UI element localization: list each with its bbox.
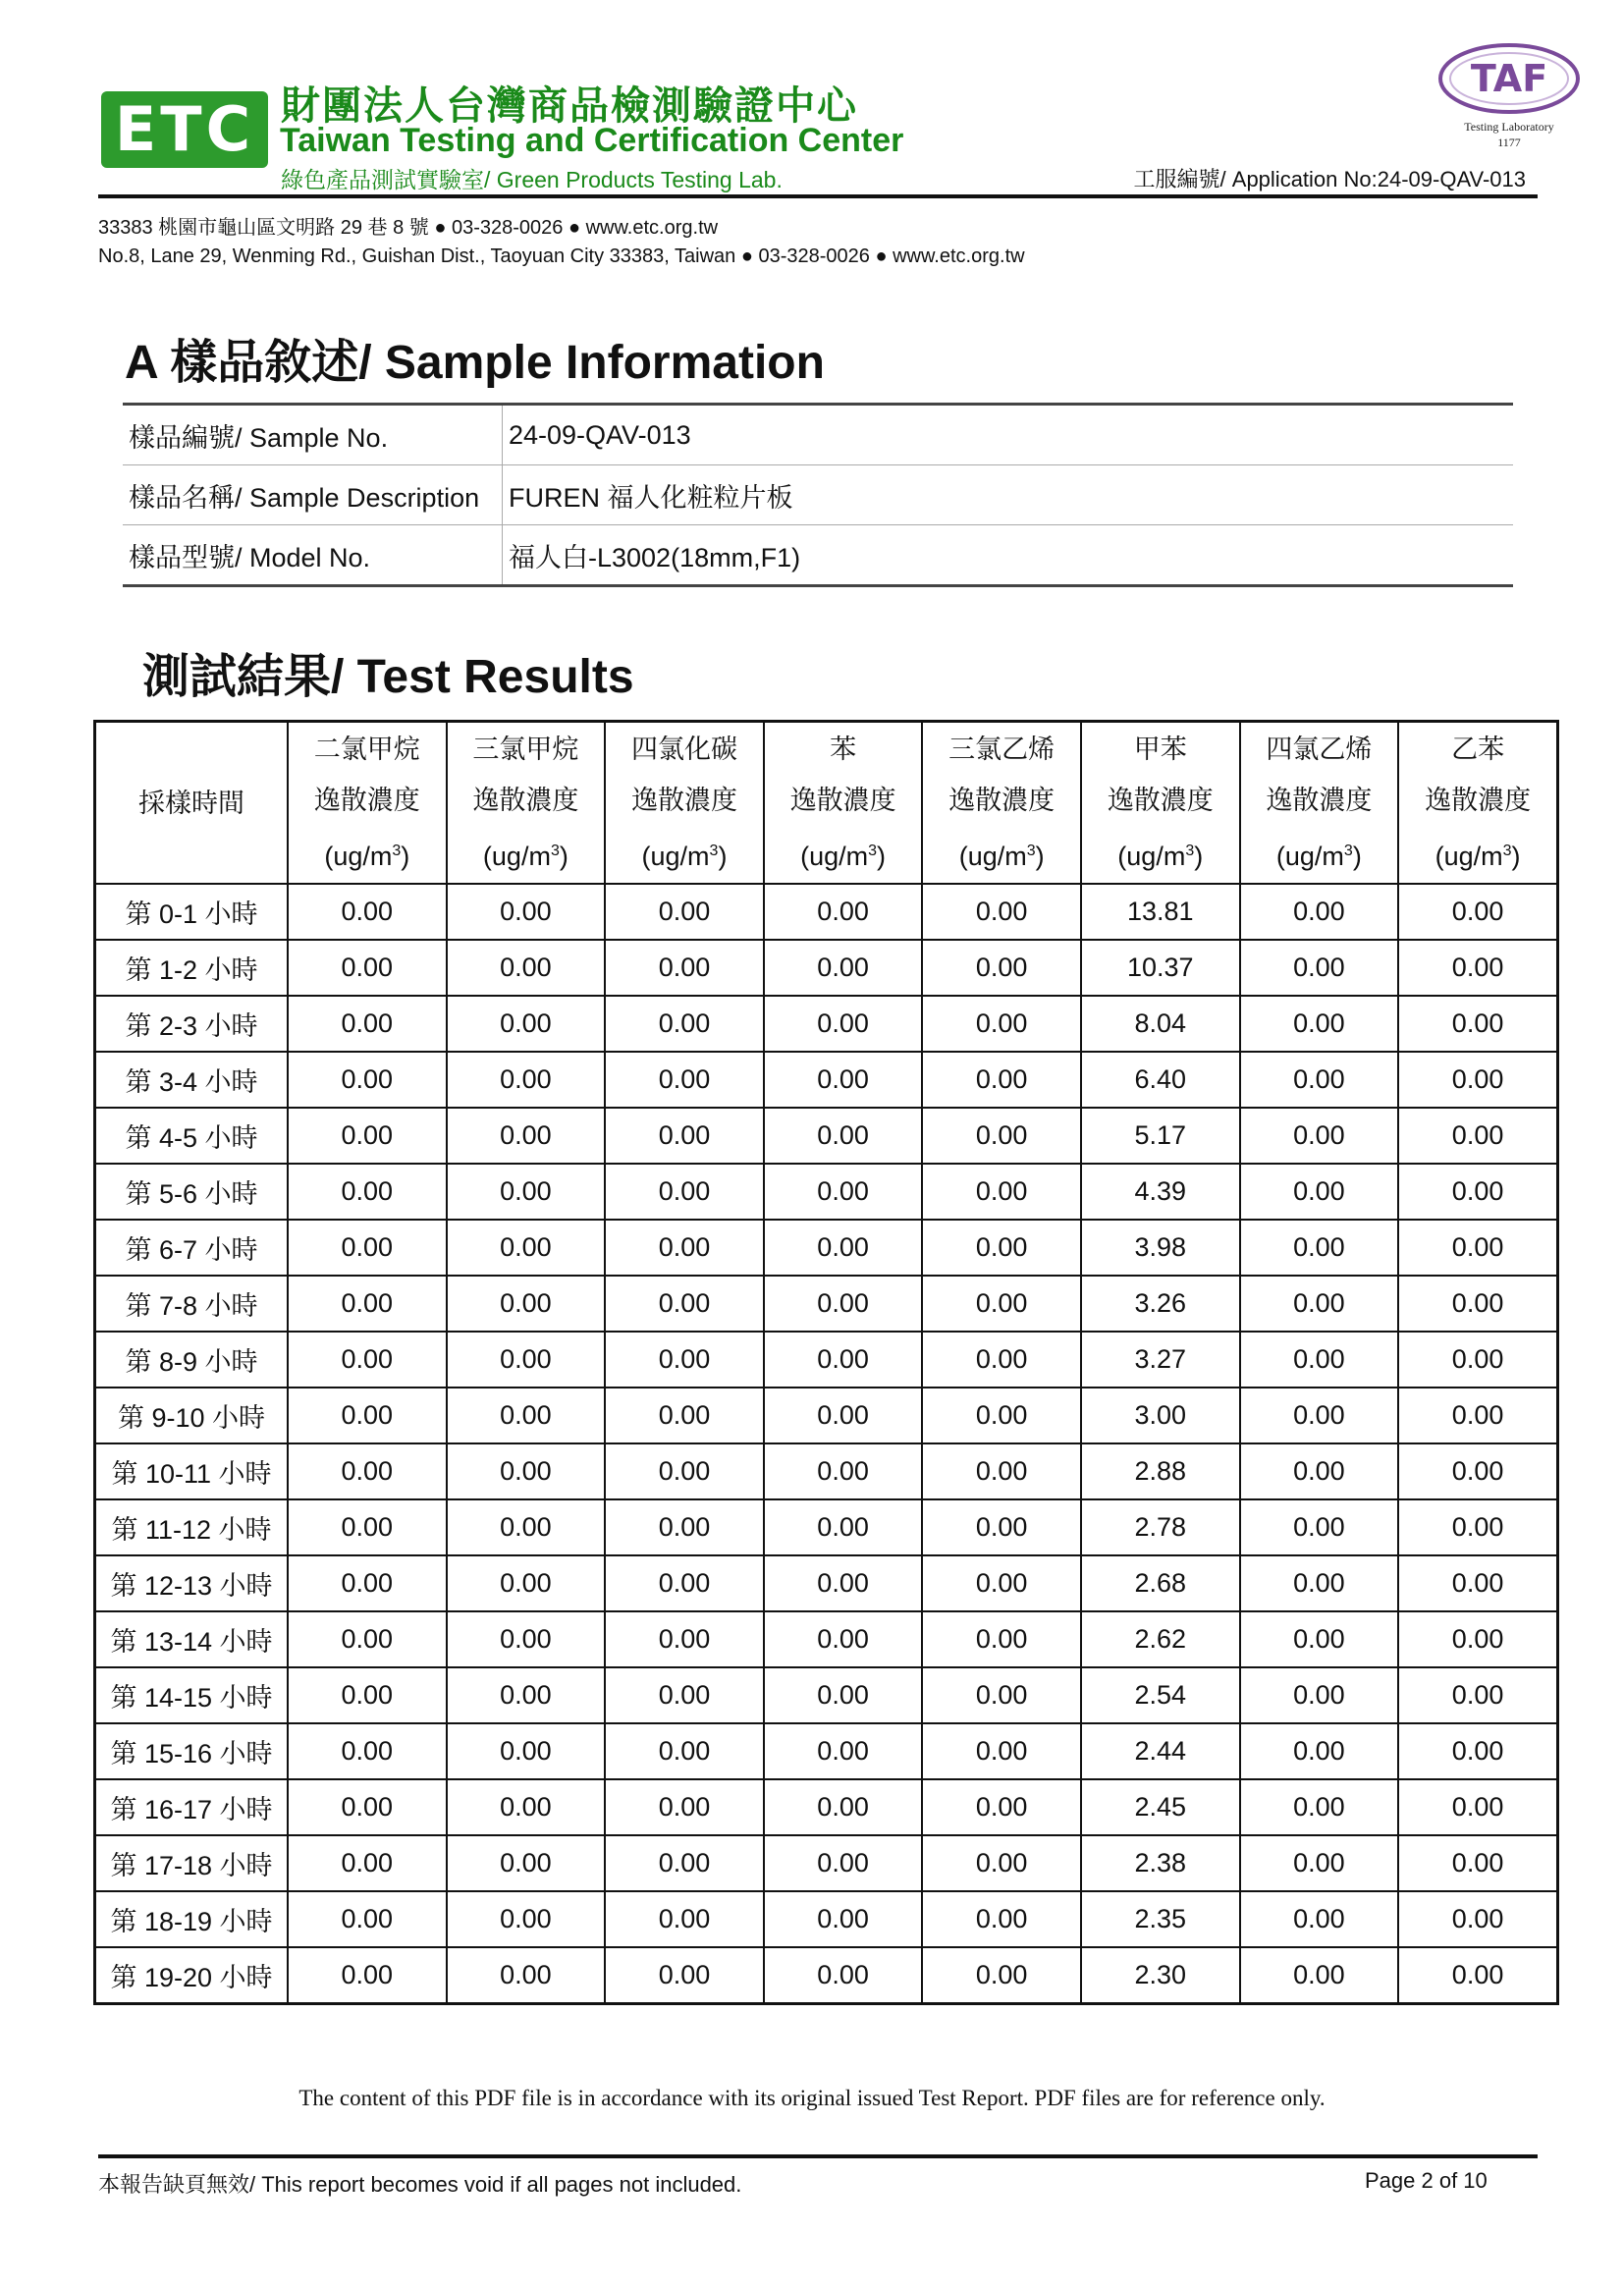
emission-value: 0.00 (922, 1443, 1081, 1499)
table-row (95, 1947, 1558, 2004)
sampling-time: 第 3-4 小時 (95, 1052, 289, 1108)
sampling-time: 第 18-19 小時 (95, 1891, 289, 1947)
emission-value: 0.00 (605, 1835, 764, 1891)
emission-value: 0.00 (1240, 1108, 1399, 1164)
emission-value: 0.00 (1240, 1164, 1399, 1220)
sampling-time: 第 17-18 小時 (95, 1835, 289, 1891)
compound-column-header (447, 722, 606, 885)
emission-value: 0.00 (1240, 1947, 1399, 2004)
emission-value: 2.54 (1081, 1667, 1240, 1723)
emission-value: 0.00 (764, 1555, 923, 1611)
results-header-row (95, 722, 1558, 885)
unit-close: ) (877, 842, 887, 871)
emission-value: 0.00 (764, 1835, 923, 1891)
emission-value: 0.00 (1398, 884, 1557, 940)
footer-divider (98, 2154, 1538, 2158)
emission-label: 逸散濃度 (630, 786, 737, 815)
compound-name: 乙苯 (1451, 735, 1505, 764)
table-row (95, 1667, 1558, 1723)
table-row (95, 940, 1558, 996)
emission-value: 0.00 (605, 1555, 764, 1611)
emission-value: 0.00 (1398, 1220, 1557, 1276)
emission-value: 0.00 (288, 1220, 447, 1276)
unit-superscript: 3 (1343, 843, 1353, 859)
unit-label (1242, 826, 1397, 882)
emission-value: 0.00 (1240, 884, 1399, 940)
emission-value: 2.88 (1081, 1443, 1240, 1499)
emission-value: 0.00 (447, 1499, 606, 1555)
address-en: No.8, Lane 29, Wenming Rd., Guishan Dist., Taoyuan City 33383, Taiwan ● 03-328-0026 ● www.etc.org.tw (98, 245, 1025, 267)
emission-value: 0.00 (764, 996, 923, 1052)
emission-value: 0.00 (1398, 1947, 1557, 2004)
emission-value: 0.00 (1240, 1499, 1399, 1555)
emission-value: 0.00 (288, 1779, 447, 1835)
emission-value: 0.00 (1240, 1611, 1399, 1667)
emission-value: 0.00 (1240, 1723, 1399, 1779)
sampling-time: 第 16-17 小時 (95, 1779, 289, 1835)
emission-value: 0.00 (447, 1443, 606, 1499)
emission-value: 0.00 (764, 1388, 923, 1443)
sampling-time: 第 19-20 小時 (95, 1947, 289, 2004)
address-zh: 33383 桃園市龜山區文明路 29 巷 8 號 ● 03-328-0026 ● www.etc.org.tw (98, 217, 719, 239)
compound-name: 甲苯 (1133, 735, 1187, 764)
sampling-time: 第 13-14 小時 (95, 1611, 289, 1667)
sampling-time: 第 12-13 小時 (95, 1555, 289, 1611)
emission-value: 0.00 (1398, 996, 1557, 1052)
table-row (95, 1164, 1558, 1220)
table-row (95, 1332, 1558, 1388)
sampling-time: 第 2-3 小時 (95, 996, 289, 1052)
emission-value: 0.00 (447, 1052, 606, 1108)
emission-value: 0.00 (605, 1667, 764, 1723)
emission-value: 0.00 (922, 884, 1081, 940)
emission-value: 0.00 (1398, 1891, 1557, 1947)
emission-value: 0.00 (1240, 1220, 1399, 1276)
etc-logo-text: ETC (114, 93, 255, 165)
emission-value: 0.00 (922, 1108, 1081, 1164)
unit-label (607, 826, 762, 882)
table-row (95, 1779, 1558, 1835)
sampling-time: 第 10-11 小時 (95, 1443, 289, 1499)
emission-value: 0.00 (605, 1276, 764, 1332)
sample-info-row (123, 465, 1513, 525)
table-row (95, 1891, 1558, 1947)
taf-logo-text: TAF (1470, 57, 1548, 100)
emission-value: 0.00 (605, 1611, 764, 1667)
sampling-time: 第 11-12 小時 (95, 1499, 289, 1555)
emission-value: 5.17 (1081, 1108, 1240, 1164)
taf-caption: Testing Laboratory (1464, 120, 1554, 134)
emission-value: 0.00 (288, 1667, 447, 1723)
emission-value: 0.00 (922, 1499, 1081, 1555)
emission-value: 0.00 (1398, 1835, 1557, 1891)
pdf-disclaimer: The content of this PDF file is in accordance with its original issued Test Report. PDF files are for reference only. (298, 2086, 1326, 2110)
emission-value: 0.00 (922, 1388, 1081, 1443)
emission-value: 0.00 (447, 996, 606, 1052)
unit-label (449, 826, 604, 882)
emission-value: 0.00 (605, 1388, 764, 1443)
sample-info-value: 24-09-QAV-013 (503, 405, 1514, 465)
sample-info-row (123, 525, 1513, 586)
emission-value: 0.00 (1398, 1555, 1557, 1611)
unit-superscript: 3 (868, 843, 878, 859)
unit-close: ) (559, 842, 568, 871)
sample-info-value: 福人白-L3002(18mm,F1) (509, 542, 801, 572)
emission-value: 0.00 (1240, 1276, 1399, 1332)
emission-value: 0.00 (1398, 1499, 1557, 1555)
emission-value: 0.00 (605, 1332, 764, 1388)
emission-value: 0.00 (922, 1947, 1081, 2004)
table-row (95, 1555, 1558, 1611)
org-name-zh: 財團法人台灣商品檢測驗證中心 (281, 83, 858, 129)
sampling-time: 第 6-7 小時 (95, 1220, 289, 1276)
emission-value: 4.39 (1081, 1164, 1240, 1220)
compound-column-header (1398, 722, 1557, 885)
emission-value: 2.78 (1081, 1499, 1240, 1555)
emission-value: 0.00 (764, 1108, 923, 1164)
emission-value: 0.00 (605, 1108, 764, 1164)
table-row (95, 1723, 1558, 1779)
emission-value: 6.40 (1081, 1052, 1240, 1108)
emission-value: 0.00 (922, 1220, 1081, 1276)
emission-value: 0.00 (1240, 940, 1399, 996)
emission-label: 逸散濃度 (313, 786, 420, 815)
table-row (95, 884, 1558, 940)
emission-value: 0.00 (922, 1276, 1081, 1332)
emission-value: 0.00 (447, 1779, 606, 1835)
emission-value: 0.00 (288, 940, 447, 996)
unit-label (924, 826, 1079, 882)
time-column-header: 採樣時間 (95, 722, 289, 885)
sampling-time: 第 14-15 小時 (95, 1667, 289, 1723)
sampling-time: 第 4-5 小時 (95, 1108, 289, 1164)
unit-close: ) (1352, 842, 1362, 871)
emission-value: 0.00 (605, 940, 764, 996)
sampling-time: 第 15-16 小時 (95, 1723, 289, 1779)
emission-value: 0.00 (605, 1164, 764, 1220)
emission-value: 0.00 (288, 1052, 447, 1108)
emission-value: 0.00 (447, 1220, 606, 1276)
unit-text: (ug/m (958, 842, 1027, 871)
emission-value: 0.00 (1398, 1164, 1557, 1220)
emission-value: 0.00 (1240, 1667, 1399, 1723)
emission-value: 0.00 (447, 1723, 606, 1779)
emission-value: 0.00 (605, 1947, 764, 2004)
sampling-time: 第 0-1 小時 (95, 884, 289, 940)
compound-column-header (764, 722, 923, 885)
table-row (95, 1443, 1558, 1499)
emission-value: 0.00 (288, 1499, 447, 1555)
unit-superscript: 3 (1185, 843, 1195, 859)
unit-close: ) (718, 842, 728, 871)
unit-close: ) (401, 842, 410, 871)
emission-value: 0.00 (288, 1276, 447, 1332)
sample-info-heading: A 樣品敘述/ Sample Information (125, 337, 825, 389)
sampling-time: 第 8-9 小時 (95, 1332, 289, 1388)
emission-value: 0.00 (288, 1947, 447, 2004)
emission-value: 0.00 (764, 1332, 923, 1388)
emission-value: 0.00 (764, 884, 923, 940)
compound-column-header (605, 722, 764, 885)
void-notice: 本報告缺頁無效/ This report becomes void if all pages not included. (98, 2172, 742, 2197)
emission-value: 0.00 (764, 940, 923, 996)
emission-value: 0.00 (288, 1164, 447, 1220)
emission-value: 0.00 (922, 1835, 1081, 1891)
taf-number: 1177 (1497, 136, 1521, 149)
unit-close: ) (1035, 842, 1045, 871)
emission-value: 0.00 (922, 1332, 1081, 1388)
sample-info-label: 樣品編號/ Sample No. (123, 405, 503, 465)
emission-label: 逸散濃度 (789, 786, 896, 815)
emission-value: 0.00 (447, 940, 606, 996)
emission-label: 逸散濃度 (1425, 786, 1532, 815)
emission-value: 0.00 (922, 1052, 1081, 1108)
emission-value: 2.45 (1081, 1779, 1240, 1835)
emission-value: 2.38 (1081, 1835, 1240, 1891)
emission-value: 0.00 (605, 1443, 764, 1499)
emission-value: 0.00 (1240, 1779, 1399, 1835)
table-row (95, 1499, 1558, 1555)
emission-value: 0.00 (1398, 1332, 1557, 1388)
emission-value: 0.00 (764, 1611, 923, 1667)
page-number: Page 2 of 10 (1365, 2168, 1488, 2193)
emission-value: 0.00 (1398, 1611, 1557, 1667)
emission-value: 0.00 (288, 1611, 447, 1667)
emission-value: 0.00 (288, 1332, 447, 1388)
unit-label (1400, 826, 1555, 882)
compound-column-header (1240, 722, 1399, 885)
header-divider (98, 194, 1538, 198)
sample-info-label: 樣品型號/ Model No. (123, 525, 503, 586)
emission-value: 0.00 (1398, 1388, 1557, 1443)
emission-value: 0.00 (605, 1891, 764, 1947)
etc-logo (101, 91, 268, 168)
emission-value: 0.00 (605, 1220, 764, 1276)
emission-value: 0.00 (447, 1164, 606, 1220)
emission-value: 0.00 (605, 1052, 764, 1108)
emission-value: 0.00 (764, 1052, 923, 1108)
emission-value: 0.00 (447, 1891, 606, 1947)
compound-column-header (288, 722, 447, 885)
emission-value: 0.00 (288, 1443, 447, 1499)
emission-value: 0.00 (288, 884, 447, 940)
emission-value: 0.00 (447, 1667, 606, 1723)
emission-value: 0.00 (605, 884, 764, 940)
unit-close: ) (1194, 842, 1204, 871)
results-body (95, 884, 1558, 2004)
unit-text: (ug/m (1117, 842, 1186, 871)
compound-name: 四氯化碳 (630, 735, 737, 764)
lab-name: 綠色產品測試實驗室/ Green Products Testing Lab. (281, 167, 783, 192)
emission-value: 0.00 (288, 996, 447, 1052)
emission-value: 2.35 (1081, 1891, 1240, 1947)
emission-value: 13.81 (1081, 884, 1240, 940)
emission-value: 0.00 (764, 1164, 923, 1220)
unit-text: (ug/m (1275, 842, 1344, 871)
unit-text: (ug/m (1435, 842, 1503, 871)
emission-value: 0.00 (922, 1555, 1081, 1611)
emission-label: 逸散濃度 (1266, 786, 1373, 815)
emission-value: 0.00 (922, 1164, 1081, 1220)
emission-value: 0.00 (922, 1723, 1081, 1779)
table-row (95, 1835, 1558, 1891)
emission-value: 0.00 (922, 1891, 1081, 1947)
emission-value: 0.00 (1240, 1555, 1399, 1611)
emission-value: 0.00 (764, 1443, 923, 1499)
application-number: 工服編號/ Application No:24-09-QAV-013 (1133, 167, 1526, 191)
emission-value: 2.62 (1081, 1611, 1240, 1667)
unit-superscript: 3 (550, 843, 560, 859)
emission-value: 0.00 (922, 1611, 1081, 1667)
compound-column-header (1081, 722, 1240, 885)
emission-value: 2.68 (1081, 1555, 1240, 1611)
emission-value: 0.00 (288, 1108, 447, 1164)
emission-value: 0.00 (1398, 1667, 1557, 1723)
emission-value: 0.00 (764, 1891, 923, 1947)
emission-value: 0.00 (764, 1499, 923, 1555)
sample-info-value: FUREN 福人化粧粒片板 (503, 465, 1514, 525)
compound-name: 二氯甲烷 (313, 735, 420, 764)
emission-label: 逸散濃度 (948, 786, 1056, 815)
emission-value: 0.00 (1398, 1052, 1557, 1108)
unit-label (290, 826, 445, 882)
compound-name: 四氯乙烯 (1266, 735, 1373, 764)
table-row (95, 1276, 1558, 1332)
emission-value: 0.00 (605, 1779, 764, 1835)
emission-value: 0.00 (1398, 1779, 1557, 1835)
emission-value: 0.00 (605, 1723, 764, 1779)
emission-value: 8.04 (1081, 996, 1240, 1052)
emission-value: 0.00 (1240, 1388, 1399, 1443)
org-name-en: Taiwan Testing and Certification Center (280, 122, 904, 159)
emission-value: 0.00 (922, 1779, 1081, 1835)
compound-name: 三氯乙烯 (948, 735, 1056, 764)
sampling-time: 第 1-2 小時 (95, 940, 289, 996)
emission-value: 0.00 (447, 1835, 606, 1891)
emission-value: 0.00 (447, 884, 606, 940)
emission-value: 0.00 (288, 1555, 447, 1611)
table-row (95, 1388, 1558, 1443)
emission-value: 0.00 (447, 1276, 606, 1332)
emission-value: 0.00 (922, 996, 1081, 1052)
compound-column-header (922, 722, 1081, 885)
sample-info-label: 樣品名稱/ Sample Description (123, 465, 503, 525)
unit-superscript: 3 (1026, 843, 1036, 859)
compound-name: 三氯甲烷 (472, 735, 579, 764)
emission-value: 3.00 (1081, 1388, 1240, 1443)
test-results-heading: 測試結果/ Test Results (142, 651, 634, 703)
emission-value: 0.00 (605, 1499, 764, 1555)
unit-text: (ug/m (324, 842, 393, 871)
emission-value: 0.00 (764, 1667, 923, 1723)
emission-value: 0.00 (288, 1388, 447, 1443)
emission-value: 3.98 (1081, 1220, 1240, 1276)
unit-label (766, 826, 921, 882)
emission-value: 0.00 (764, 1723, 923, 1779)
emission-value: 0.00 (764, 1779, 923, 1835)
emission-value: 0.00 (1398, 940, 1557, 996)
emission-value: 0.00 (447, 1332, 606, 1388)
emission-value: 0.00 (1240, 996, 1399, 1052)
taf-caption-block (1435, 119, 1583, 150)
unit-text: (ug/m (641, 842, 710, 871)
table-row (95, 1611, 1558, 1667)
emission-value: 2.30 (1081, 1947, 1240, 2004)
emission-value: 0.00 (1398, 1723, 1557, 1779)
emission-label: 逸散濃度 (472, 786, 579, 815)
emission-value: 0.00 (922, 940, 1081, 996)
unit-superscript: 3 (709, 843, 719, 859)
emission-value: 0.00 (1398, 1276, 1557, 1332)
emission-value: 0.00 (447, 1611, 606, 1667)
emission-value: 0.00 (288, 1891, 447, 1947)
sample-info-row (123, 405, 1513, 465)
emission-label: 逸散濃度 (1107, 786, 1214, 815)
table-row (95, 1108, 1558, 1164)
emission-value: 0.00 (922, 1667, 1081, 1723)
unit-text: (ug/m (482, 842, 551, 871)
emission-value: 0.00 (1398, 1443, 1557, 1499)
emission-value: 0.00 (764, 1220, 923, 1276)
emission-value: 0.00 (1240, 1443, 1399, 1499)
table-row (95, 1052, 1558, 1108)
unit-text: (ug/m (800, 842, 869, 871)
emission-value: 0.00 (447, 1947, 606, 2004)
emission-value: 0.00 (605, 996, 764, 1052)
emission-value: 0.00 (1240, 1835, 1399, 1891)
table-row (95, 996, 1558, 1052)
table-row (95, 1220, 1558, 1276)
unit-label (1083, 826, 1238, 882)
emission-value: 0.00 (288, 1835, 447, 1891)
compound-name: 苯 (830, 735, 857, 764)
emission-value: 0.00 (1240, 1052, 1399, 1108)
emission-value: 10.37 (1081, 940, 1240, 996)
sampling-time: 第 9-10 小時 (95, 1388, 289, 1443)
emission-value: 0.00 (1240, 1332, 1399, 1388)
unit-close: ) (1511, 842, 1521, 871)
emission-value: 0.00 (764, 1947, 923, 2004)
sampling-time: 第 7-8 小時 (95, 1276, 289, 1332)
emission-value: 0.00 (447, 1108, 606, 1164)
emission-value: 0.00 (1398, 1108, 1557, 1164)
emission-value: 2.44 (1081, 1723, 1240, 1779)
emission-value: 3.26 (1081, 1276, 1240, 1332)
test-results-table (93, 720, 1559, 2005)
emission-value: 0.00 (447, 1388, 606, 1443)
emission-value: 3.27 (1081, 1332, 1240, 1388)
unit-superscript: 3 (392, 843, 402, 859)
taf-logo-icon (1435, 39, 1583, 118)
sampling-time: 第 5-6 小時 (95, 1164, 289, 1220)
emission-value: 0.00 (1240, 1891, 1399, 1947)
sample-info-table (123, 403, 1513, 587)
emission-value: 0.00 (447, 1555, 606, 1611)
unit-superscript: 3 (1502, 843, 1512, 859)
emission-value: 0.00 (288, 1723, 447, 1779)
emission-value: 0.00 (764, 1276, 923, 1332)
